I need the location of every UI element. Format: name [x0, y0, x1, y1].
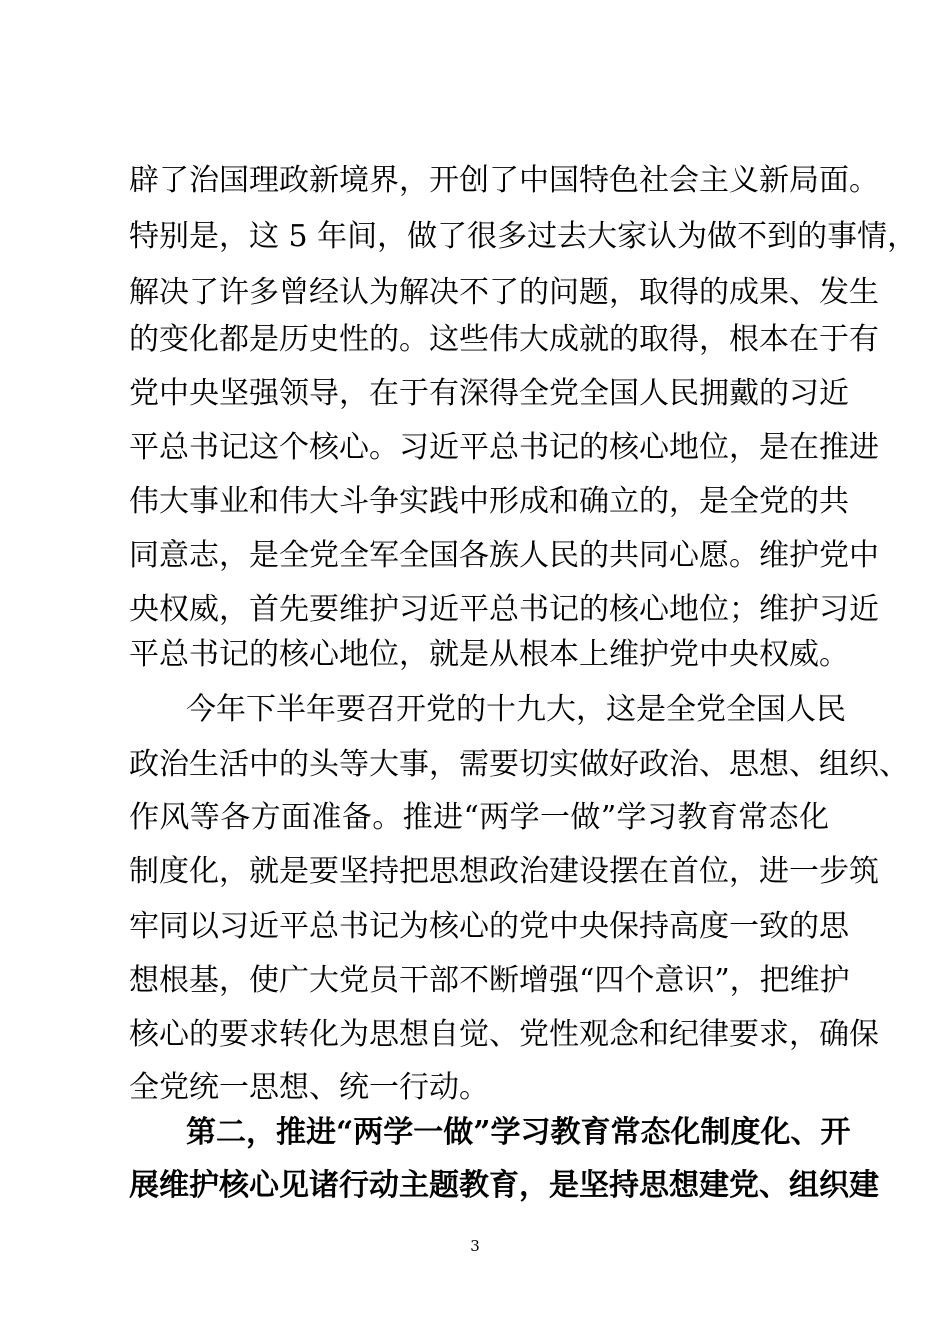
- text-line: 央权威，首先要维护习近平总书记的核心地位；维护习近: [129, 592, 879, 627]
- page-number: 3: [470, 1237, 480, 1255]
- text-line: 今年下半年要召开党的十九大，这是全党全国人民: [186, 692, 846, 727]
- text-line: 辟了治国理政新境界，开创了中国特色社会主义新局面。: [129, 163, 879, 198]
- text-line: 全党统一思想、统一行动。: [129, 1070, 489, 1105]
- text-line: 牢同以习近平总书记为核心的党中央保持高度一致的思: [129, 909, 849, 944]
- text-line: 的变化都是历史性的。这些伟大成就的取得，根本在于有: [129, 322, 879, 357]
- text-line: 想根基，使广大党员干部不断增强“四个意识”，把维护: [129, 963, 850, 998]
- text-line: 政治生活中的头等大事，需要切实做好政治、思想、组织、: [129, 747, 909, 782]
- text-line: 核心的要求转化为思想自觉、党性观念和纪律要求，确保: [129, 1017, 879, 1052]
- text-line: 第二，推进“两学一做”学习教育常态化制度化、开: [186, 1115, 851, 1150]
- text-line: 平总书记的核心地位，就是从根本上维护党中央权威。: [129, 637, 849, 672]
- text-line: 特别是，这 5 年间，做了很多过去大家认为做不到的事情，: [129, 219, 918, 254]
- text-line: 平总书记这个核心。习近平总书记的核心地位，是在推进: [129, 430, 879, 465]
- text-line: 展维护核心见诸行动主题教育，是坚持思想建党、组织建: [129, 1168, 879, 1203]
- text-line: 同意志，是全党全军全国各族人民的共同心愿。维护党中: [129, 538, 879, 573]
- text-line: 解决了许多曾经认为解决不了的问题，取得的成果、发生: [129, 275, 879, 310]
- text-line: 制度化，就是要坚持把思想政治建设摆在首位，进一步筑: [129, 854, 879, 889]
- text-line: 伟大事业和伟大斗争实践中形成和确立的，是全党的共: [129, 484, 849, 519]
- text-line: 党中央坚强领导，在于有深得全党全国人民拥戴的习近: [129, 376, 849, 411]
- text-line: 作风等各方面准备。推进“两学一做”学习教育常态化: [129, 800, 829, 835]
